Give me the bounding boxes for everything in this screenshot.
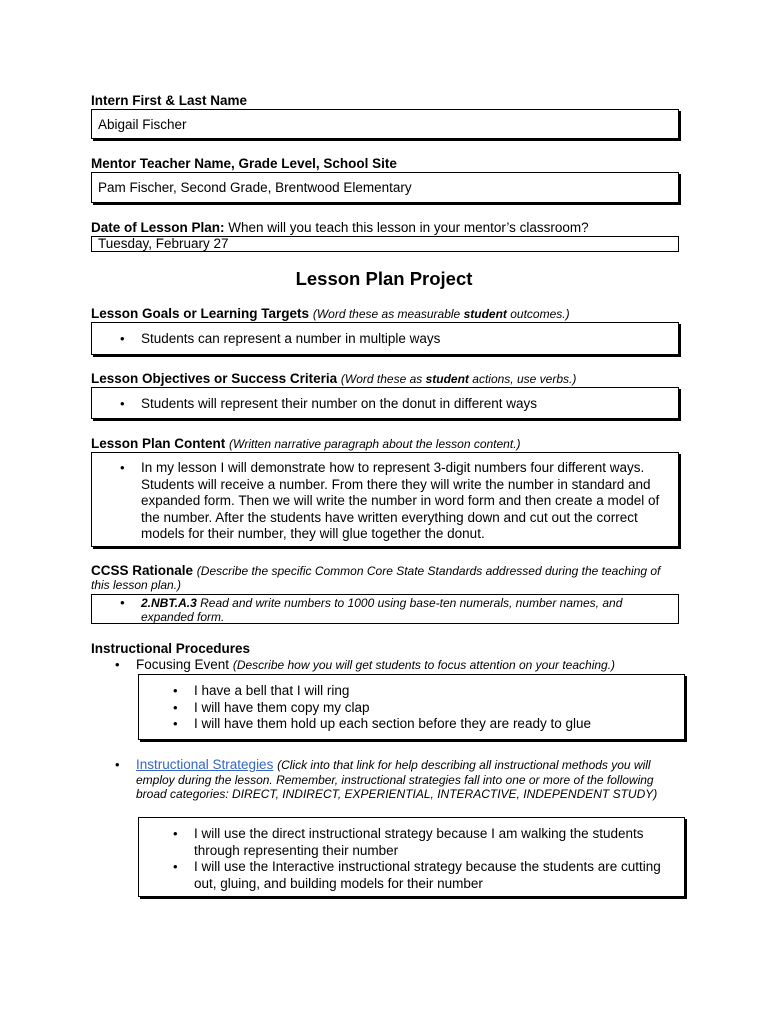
goals-note-c: outcomes.) [506,307,570,321]
page-title: Lesson Plan Project [295,268,473,289]
goals-box[interactable] [91,322,679,355]
ccss-standard-text: Read and write numbers to 1000 using base-ten numerals, number names, and expanded form. [141,596,623,624]
list-item: • I will use the Interactive instructional strategy because the students are cutting out, gluing, and building models for their number [171,859,676,892]
content-label: Lesson Plan Content [91,436,226,451]
list-item: • I will have them hold up each section before they are ready to glue [171,716,676,733]
focusing-label: Focusing Event [136,657,230,672]
goals-note-a: (Word these as measurable [312,307,464,321]
content-list [118,460,670,543]
list-item: • Students will represent their number on the donut in different ways [118,396,668,413]
objectives-list [118,396,668,413]
ccss-list [118,596,658,624]
strategies-box[interactable] [138,817,685,897]
procedures-label: Instructional Procedures [91,641,251,656]
date-prompt: When will you teach this lesson in your mentor’s classroom? [224,220,589,235]
ccss-label: CCSS Rationale [91,563,194,578]
objectives-note-c: actions, use verbs.) [468,372,577,386]
focusing-note: (Describe how you will get students to focus attention on your teaching.) [232,658,616,672]
date-value: Tuesday, February 27 [98,236,229,251]
list-item [118,596,658,624]
objectives-label: Lesson Objectives or Success Criteria [91,371,338,386]
content-box[interactable] [91,452,679,547]
objectives-heading [91,371,576,386]
date-label: Date of Lesson Plan: [91,220,225,235]
content-note: (Written narrative paragraph about the lesson content.) [229,437,521,451]
strategies-items [171,826,676,892]
intern-name-field[interactable] [91,109,679,139]
ccss-note: (Describe the specific Common Core State Standards addressed during the teaching of this lesson plan.) [91,564,661,592]
objectives-box[interactable] [91,387,679,419]
focusing-item [113,657,683,674]
list-item: • I will use the direct instructional strategy because I am walking the students through representing their number [171,826,676,859]
focusing-items [171,683,676,733]
strategies-note: (Click into that link for help describing all instructional methods you will employ during the lesson. Remember, instructional strategies fall into one or more of the following broad categories: DIRECT, INDIRECT, EXPERIENTIAL, INTERACTIVE, INDEPENDENT STUDY) [136,758,658,801]
goals-heading [91,306,570,321]
focusing-box[interactable] [138,674,685,740]
list-item: • I will have them copy my clap [171,700,676,717]
objectives-note-b: student [425,372,469,386]
strategies-item [113,758,683,802]
date-field[interactable] [91,236,679,252]
strategies-list [113,758,683,802]
goals-label: Lesson Goals or Learning Targets [91,306,310,321]
intern-name-value: Abigail Fischer [98,117,187,132]
mentor-label: Mentor Teacher Name, Grade Level, School Site [91,156,397,171]
goals-list [118,331,668,348]
ccss-heading [91,564,681,592]
goals-note-b: student [463,307,507,321]
intern-label: Intern First & Last Name [91,93,248,108]
mentor-value: Pam Fischer, Second Grade, Brentwood Elementary [98,180,412,195]
objectives-note-a: (Word these as [340,372,426,386]
ccss-box[interactable] [91,594,679,624]
ccss-standard: 2.NBT.A.3 [141,596,197,610]
content-heading [91,436,521,451]
mentor-field[interactable] [91,172,679,203]
list-item: • I have a bell that I will ring [171,683,676,700]
instructional-strategies-link[interactable]: Instructional Strategies [136,757,274,772]
list-item: • In my lesson I will demonstrate how to represent 3-digit numbers four different ways. Students will receive a number. From there they will write the number in standard and expanded form. Then we will write the number in word form and then create a model of the number. After the students have written everything down and cut out the correct models for their number, they will glue together the donut. [118,460,670,543]
focusing-list [113,657,683,674]
list-item: • Students can represent a number in multiple ways [118,331,668,348]
date-heading [91,220,589,235]
